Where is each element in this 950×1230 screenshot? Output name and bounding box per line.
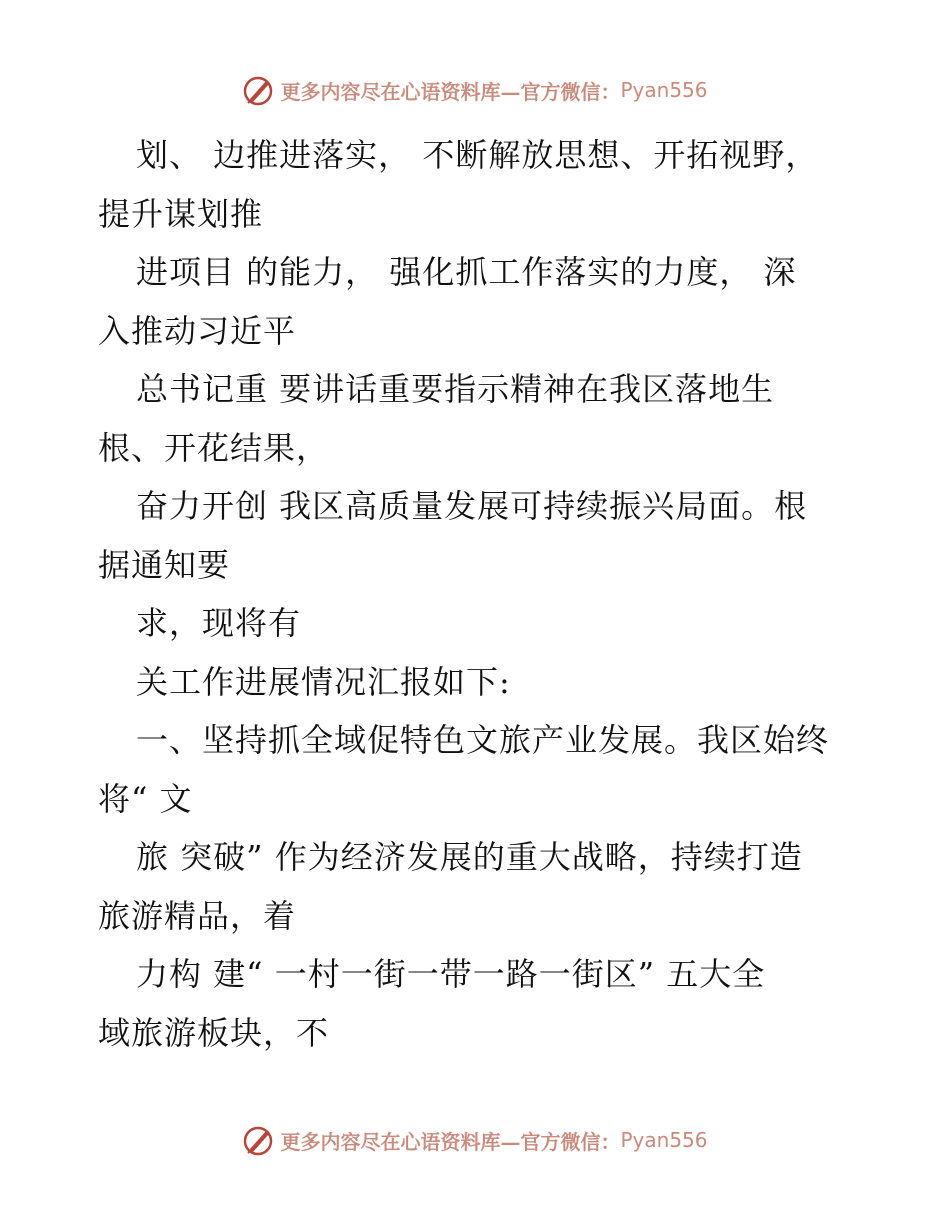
text-line: 据通知要 [98,545,231,584]
quill-logo-icon [242,1123,276,1157]
watermark-text: 更多内容尽在心语资料库— [280,79,521,104]
text-line: 根、开花结果， [98,428,330,467]
watermark-wechat-id: Pyan556 [620,78,708,102]
header-watermark [0,70,950,110]
watermark-wechat-label: 官方微信： [520,79,621,104]
text-line: 求，现将有 [136,604,302,642]
text-line: 力构 建“ 一村一街一带一路一街区” 五大全 [136,955,766,993]
text-line: 域旅游板块，不 [98,1013,330,1052]
watermark-wechat-id: Pyan556 [620,1128,708,1152]
footer-watermark [0,1120,950,1160]
text-line: 划、 边推进落实， 不断解放思想、开拓视野， [136,136,819,174]
text-line: 提升谋划推 [98,194,264,233]
text-line: 入推动习近平 [98,311,297,350]
watermark-wechat-label: 官方微信： [520,1129,621,1154]
text-line: 一、坚持抓全域促特色文旅产业发展。我区始终 [136,721,830,759]
text-line: 奋力开创 我区高质量发展可持续振兴局面。根 [136,487,808,525]
text-line: 旅 突破” 作为经济发展的重大战略，持续打造 [136,838,803,876]
watermark-text: 更多内容尽在心语资料库— [280,1129,521,1154]
quill-logo-icon [242,73,276,107]
text-line: 将“ 文 [98,779,193,818]
text-line: 总书记重 要讲话重要指示精神在我区落地生 [136,370,775,408]
text-line: 关工作进展情况汇报如下: [136,662,511,701]
document-body [98,126,858,1062]
text-line: 旅游精品，着 [98,896,297,935]
text-line: 进项目 的能力， 强化抓工作落实的力度， 深 [136,253,797,291]
